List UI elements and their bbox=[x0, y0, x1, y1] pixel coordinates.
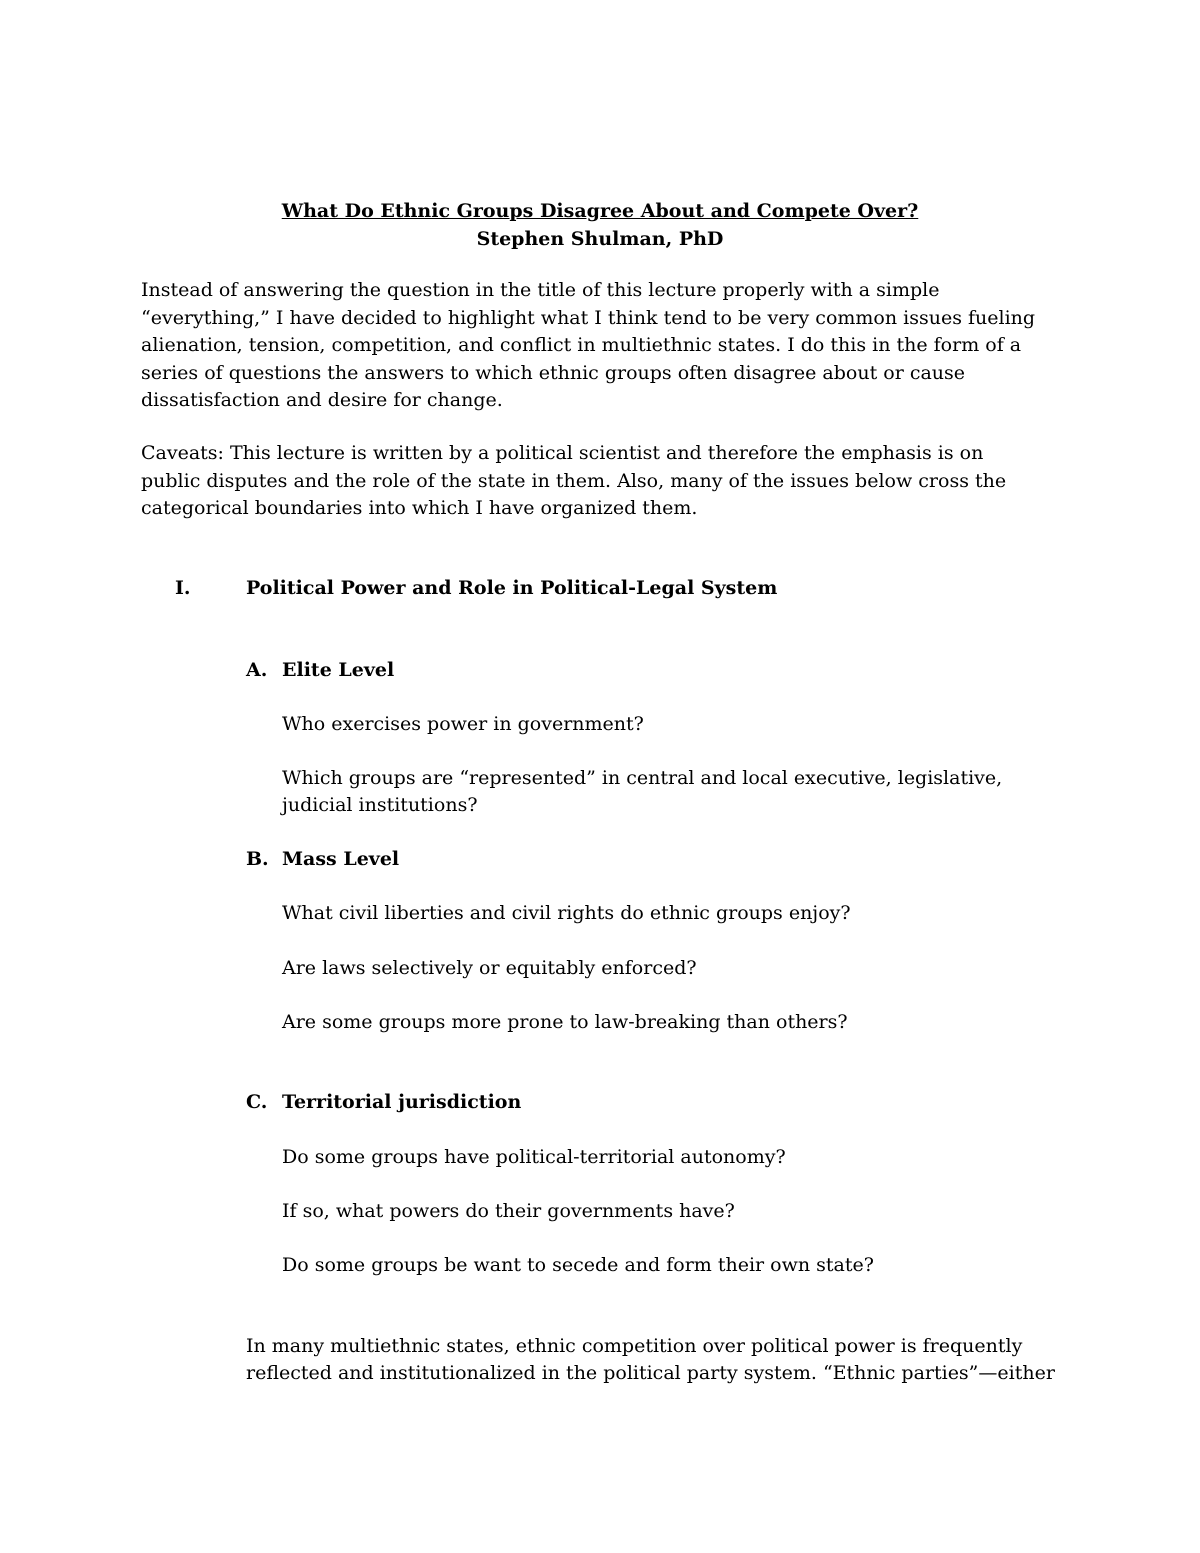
subsection-c-heading: Territorial jurisdiction bbox=[282, 1091, 522, 1113]
question-b1: What civil liberties and civil rights do ethnic groups enjoy? bbox=[282, 902, 851, 924]
question-b2: Are laws selectively or equitably enforced? bbox=[282, 957, 697, 979]
question-b3: Are some groups more prone to law-breaking than others? bbox=[282, 1011, 848, 1033]
question-c1: Do some groups have political-territorial autonomy? bbox=[282, 1146, 786, 1168]
question-a1: Who exercises power in government? bbox=[282, 713, 644, 735]
subsection-a-letter: A. bbox=[246, 659, 268, 681]
question-c3: Do some groups be want to secede and form their own state? bbox=[282, 1254, 874, 1276]
section-1-heading: Political Power and Role in Political-Legal System bbox=[246, 577, 778, 599]
caveats-paragraph: Caveats: This lecture is written by a political scientist and therefore the emphasis is on public disputes and the role of the state in them. Also, many of the issues below cross the categorical boundaries into which I have organized them. bbox=[141, 442, 1007, 519]
subsection-b-heading: Mass Level bbox=[282, 848, 400, 870]
subsection-c-letter: C. bbox=[246, 1091, 268, 1113]
subsection-b-letter: B. bbox=[246, 848, 269, 870]
subsection-a-heading: Elite Level bbox=[282, 659, 395, 681]
intro-paragraph: Instead of answering the question in the title of this lecture properly with a simple “everything,” I have decided to highlight what I think tend to be very common issues fueling alienation, tension, competition, and conflict in multiethnic states. I do this in the form of a series of questions the answers to which ethnic groups often disagree about or cause dissatisfaction and desire for change. bbox=[141, 279, 1036, 411]
question-a2: Which groups are “represented” in central and local executive, legislative, judicial institutions? bbox=[282, 767, 1003, 816]
closing-paragraph: In many multiethnic states, ethnic competition over political power is frequently reflected and institutionalized in the political party system. “Ethnic parties”—either bbox=[246, 1335, 1055, 1384]
document-author: Stephen Shulman, PhD bbox=[476, 228, 724, 250]
section-1-numeral: I. bbox=[175, 577, 191, 599]
document-title: What Do Ethnic Groups Disagree About and Compete Over? bbox=[281, 200, 919, 222]
question-c2: If so, what powers do their governments have? bbox=[282, 1200, 735, 1222]
